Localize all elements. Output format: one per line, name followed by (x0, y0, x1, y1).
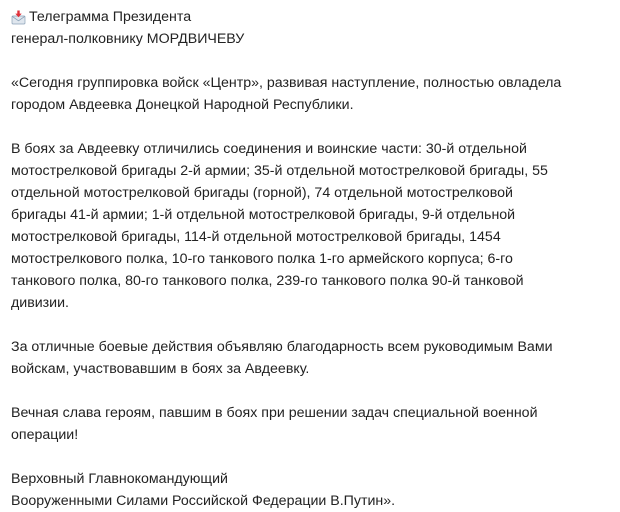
signature-title: Верховный Главнокомандующий (11, 471, 228, 487)
paragraph-signature (11, 468, 611, 512)
paragraph-gap (11, 314, 611, 336)
paragraph-1 (11, 72, 611, 116)
incoming-envelope-icon (11, 10, 26, 25)
paragraph-line: За отличные боевые действия объявляю благодарность всем руководимым Вами (11, 339, 553, 355)
paragraph-line: мотострелковой бригады, 114-й отдельной мотострелковой бригады, 1454 (11, 229, 501, 245)
paragraph-line: «Сегодня группировка войск «Центр», развивая наступление, полностью овладела (11, 75, 562, 91)
paragraph-line: мотострелкового полка, 10-го танкового полка 1-го армейского корпуса; 6-го (11, 251, 513, 267)
paragraph-line: танкового полка, 80-го танкового полка, 239-го танкового полка 90-й танковой (11, 273, 524, 289)
post-header (11, 6, 611, 28)
paragraph-gap (11, 50, 611, 72)
telegram-post (11, 6, 611, 512)
post-recipient: генерал-полковнику МОРДВИЧЕВУ (11, 31, 245, 47)
paragraph-gap (11, 380, 611, 402)
paragraph-line: бригады 41-й армии; 1-й отдельной мотострелковой бригады, 9-й отдельной (11, 207, 516, 223)
paragraph-line: операции! (11, 427, 79, 443)
paragraph-line: дивизии. (11, 295, 69, 311)
paragraph-2 (11, 138, 611, 314)
paragraph-line: городом Авдеевка Донецкой Народной Республики. (11, 97, 354, 113)
post-header-title: Телеграмма Президента (29, 9, 192, 25)
signature-name: Вооруженными Силами Российской Федерации В.Путин». (11, 493, 396, 509)
paragraph-gap (11, 116, 611, 138)
paragraph-4 (11, 402, 611, 446)
paragraph-line: войскам, участвовавшим в боях за Авдеевку. (11, 361, 310, 377)
paragraph-line: В боях за Авдеевку отличились соединения и воинские части: 30-й отдельной (11, 141, 527, 157)
paragraph-3 (11, 336, 611, 380)
paragraph-line: мотострелковой бригады 2-й армии; 35-й отдельной мотострелковой бригады, 55 (11, 163, 548, 179)
paragraph-line: Вечная слава героям, павшим в боях при решении задач специальной военной (11, 405, 538, 421)
paragraph-line: отдельной мотострелковой бригады (горной), 74 отдельной мотострелковой (11, 185, 513, 201)
paragraph-gap (11, 446, 611, 468)
